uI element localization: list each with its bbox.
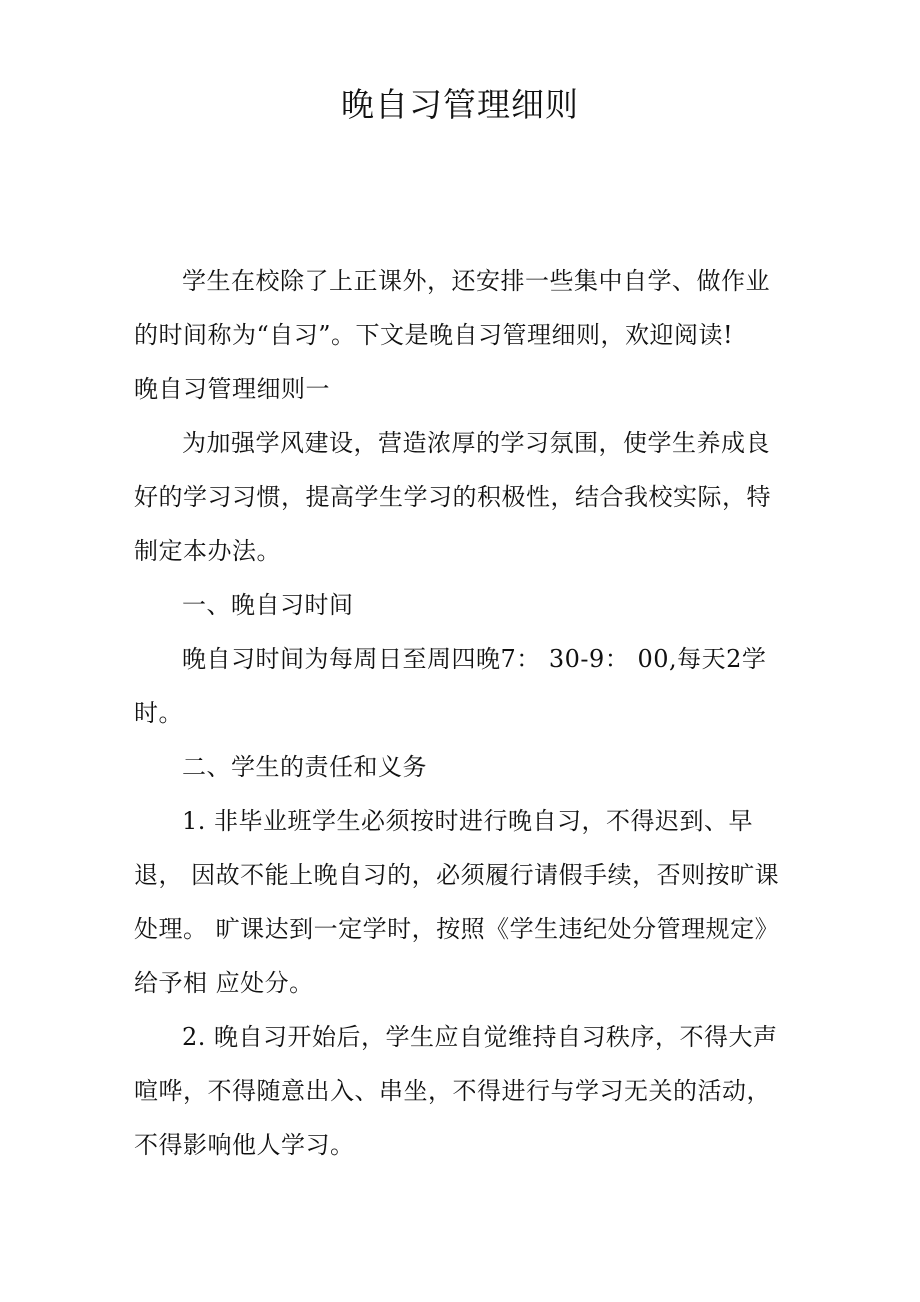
intro-paragraph: 学生在校除了上正课外，还安排一些集中自学、做作业的时间称为“自习”。下文是晚自习管理细则，欢迎阅读! bbox=[134, 267, 770, 349]
document-title: 晚自习管理细则 bbox=[341, 85, 579, 124]
heading-time: 一、晚自习时间 bbox=[182, 591, 354, 619]
section-heading: 晚自习管理细则一 bbox=[134, 375, 330, 403]
heading-duties: 二、学生的责任和义务 bbox=[182, 753, 427, 781]
time-paragraph: 晚自习时间为每周日至周四晚7： 30-9： 00,每天2学时。 bbox=[134, 645, 767, 727]
rule-2-paragraph: 2. 晚自习开始后，学生应自觉维持自习秩序，不得大声喧哗，不得随意出入、串坐，不得进行与学习无关的活动，不得影响他人学习。 bbox=[134, 1023, 778, 1159]
purpose-paragraph: 为加强学风建设，营造浓厚的学习氛围，使学生养成良好的学习习惯，提高学生学习的积极性，结合我校实际，特制定本办法。 bbox=[134, 429, 771, 565]
document-body bbox=[134, 254, 794, 1172]
rule-1-paragraph: 1. 非毕业班学生必须按时进行晚自习，不得迟到、早退， 因故不能上晚自习的，必须履行请假手续，否则按旷课处理。 旷课达到一定学时，按照《学生违纪处分管理规定》给予相 应处分。 bbox=[134, 807, 780, 997]
